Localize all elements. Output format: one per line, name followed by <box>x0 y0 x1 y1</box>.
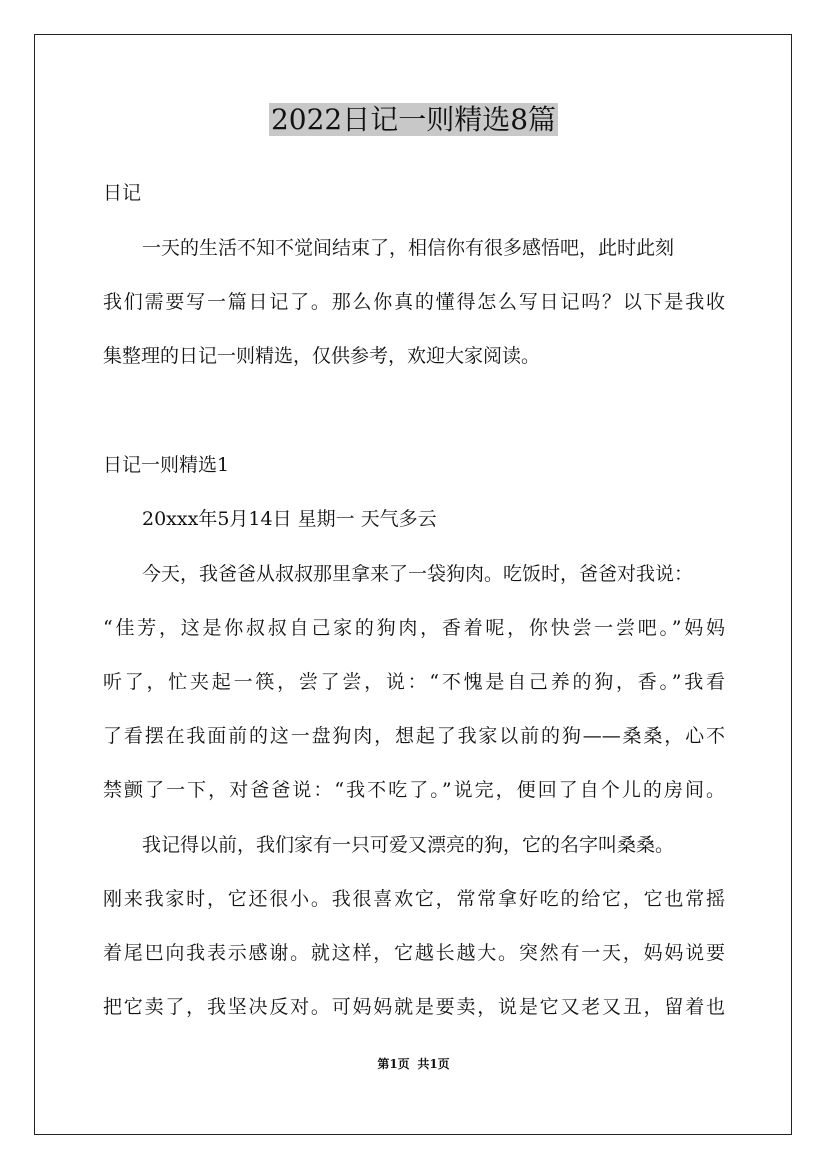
paragraph-line: 集整理的日记一则精选，仅供参考，欢迎大家阅读。 <box>103 345 541 367</box>
page-number: 第1页 <box>377 1057 410 1071</box>
paragraph-line: 一天的生活不知不觉间结束了，相信你有很多感悟吧，此时此刻 <box>142 237 675 259</box>
paragraph-line: 把它卖了，我坚决反对。可妈妈就是要卖，说是它又老又丑，留着也 <box>103 996 725 1018</box>
document-title-container <box>0 100 827 140</box>
paragraph-line: 着尾巴向我表示感谢。就这样，它越长越大。突然有一天，妈妈说要 <box>103 942 725 964</box>
paragraph-line: 今天，我爸爸从叔叔那里拿来了一袋狗肉。吃饭时，爸爸对我说： <box>142 563 694 585</box>
paragraph-line: “佳芳，这是你叔叔自己家的狗肉，香着呢，你快尝一尝吧。”妈妈 <box>103 617 725 639</box>
document-title: 2022日记一则精选8篇 <box>270 103 557 136</box>
page-total: 共1页 <box>417 1057 450 1071</box>
paragraph-line: 我们需要写一篇日记了。那么你真的懂得怎么写日记吗？以下是我收 <box>103 291 725 313</box>
paragraph-line: 禁颤了一下，对爸爸说：“我不吃了。”说完，便回了自个儿的房间。 <box>103 779 725 801</box>
page-footer <box>0 1056 827 1072</box>
diary-date-line: 20xxx年5月14日 星期一 天气多云 <box>142 508 437 530</box>
heading-diary: 日记 <box>103 182 142 204</box>
paragraph-line: 我记得以前，我们家有一只可爱又漂亮的狗，它的名字叫桑桑。 <box>142 834 675 856</box>
paragraph-line: 了看摆在我面前的这一盘狗肉，想起了我家以前的狗——桑桑，心不 <box>103 725 725 747</box>
section-heading: 日记一则精选1 <box>103 454 230 476</box>
paragraph-line: 听了，忙夹起一筷，尝了尝，说：“不愧是自己养的狗，香。”我看 <box>103 671 725 693</box>
paragraph-line: 刚来我家时，它还很小。我很喜欢它，常常拿好吃的给它，它也常摇 <box>103 888 725 910</box>
